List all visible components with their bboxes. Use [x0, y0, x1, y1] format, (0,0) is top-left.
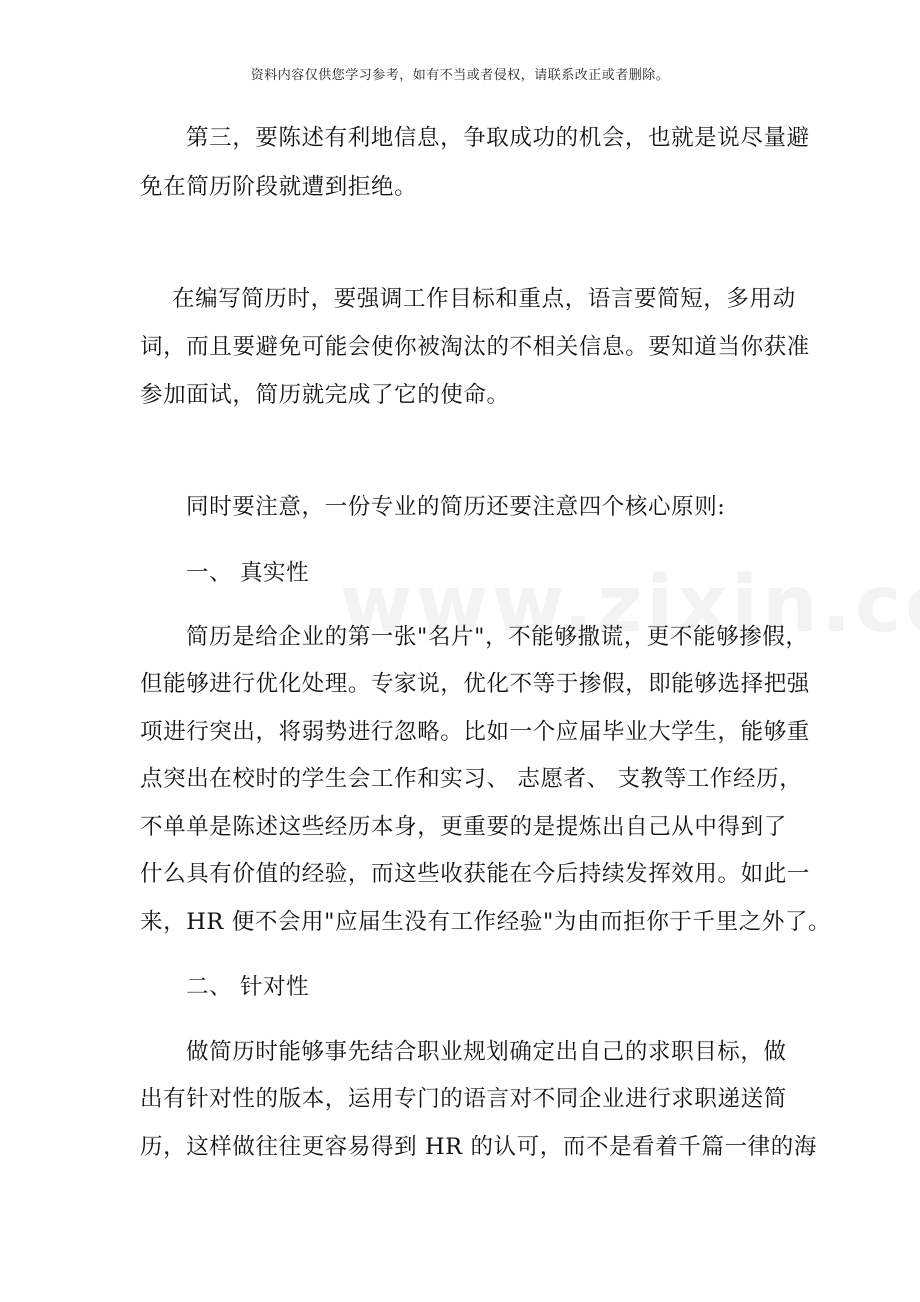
paragraph-line: 来，HR 便不会用"应届生没有工作经验"为由而拒你于千里之外了。 — [140, 909, 832, 935]
paragraph-line: 出有针对性的版本，运用专门的语言对不同企业进行求职递送简 — [140, 1086, 787, 1112]
paragraph-line: 点突出在校时的学生会工作和实习、 志愿者、 支教等工作经历， — [140, 766, 803, 792]
paragraph-line: 历，这样做往往更容易得到 HR 的认可，而不是看着千篇一律的海 — [140, 1134, 817, 1160]
paragraph-line: 简历是给企业的第一张"名片"，不能够撒谎，更不能够掺假， — [186, 624, 809, 650]
paragraph-line: 什么具有价值的经验，而这些收获能在今后持续发挥效用。如此一 — [140, 861, 810, 887]
paragraph-line: 项进行突出，将弱势进行忽略。比如一个应届毕业大学生，能够重 — [140, 719, 810, 745]
paragraph-line: 不单单是陈述这些经历本身，更重要的是提炼出自己从中得到了 — [140, 814, 787, 840]
paragraph-line: 参加面试，简历就完成了它的使命。 — [140, 382, 510, 408]
paragraph-line: 第三，要陈述有利地信息，争取成功的机会，也就是说尽量避 — [186, 125, 810, 151]
section-heading-text: 二、 针对性 — [186, 974, 310, 1000]
paragraph-line: 但能够进行优化处理。专家说，优化不等于掺假，即能够选择把强 — [140, 671, 810, 697]
disclaimer-header: 资料内容仅供您学习参考，如有不当或者侵权，请联系改正或者删除。 — [250, 68, 670, 83]
paragraph-line: 在编写简历时，要强调工作目标和重点，语言要简短，多用动 — [172, 286, 796, 312]
paragraph-line: 同时要注意，一份专业的简历还要注意四个核心原则: — [186, 494, 726, 520]
section-heading-text: 一、 真实性 — [186, 560, 310, 586]
paragraph-line: 免在简历阶段就遭到拒绝。 — [140, 174, 418, 200]
paragraph-line: 词，而且要避免可能会使你被淘汰的不相关信息。要知道当你获准 — [140, 334, 810, 360]
paragraph-line: 做简历时能够事先结合职业规划确定出自己的求职目标，做 — [186, 1039, 787, 1065]
